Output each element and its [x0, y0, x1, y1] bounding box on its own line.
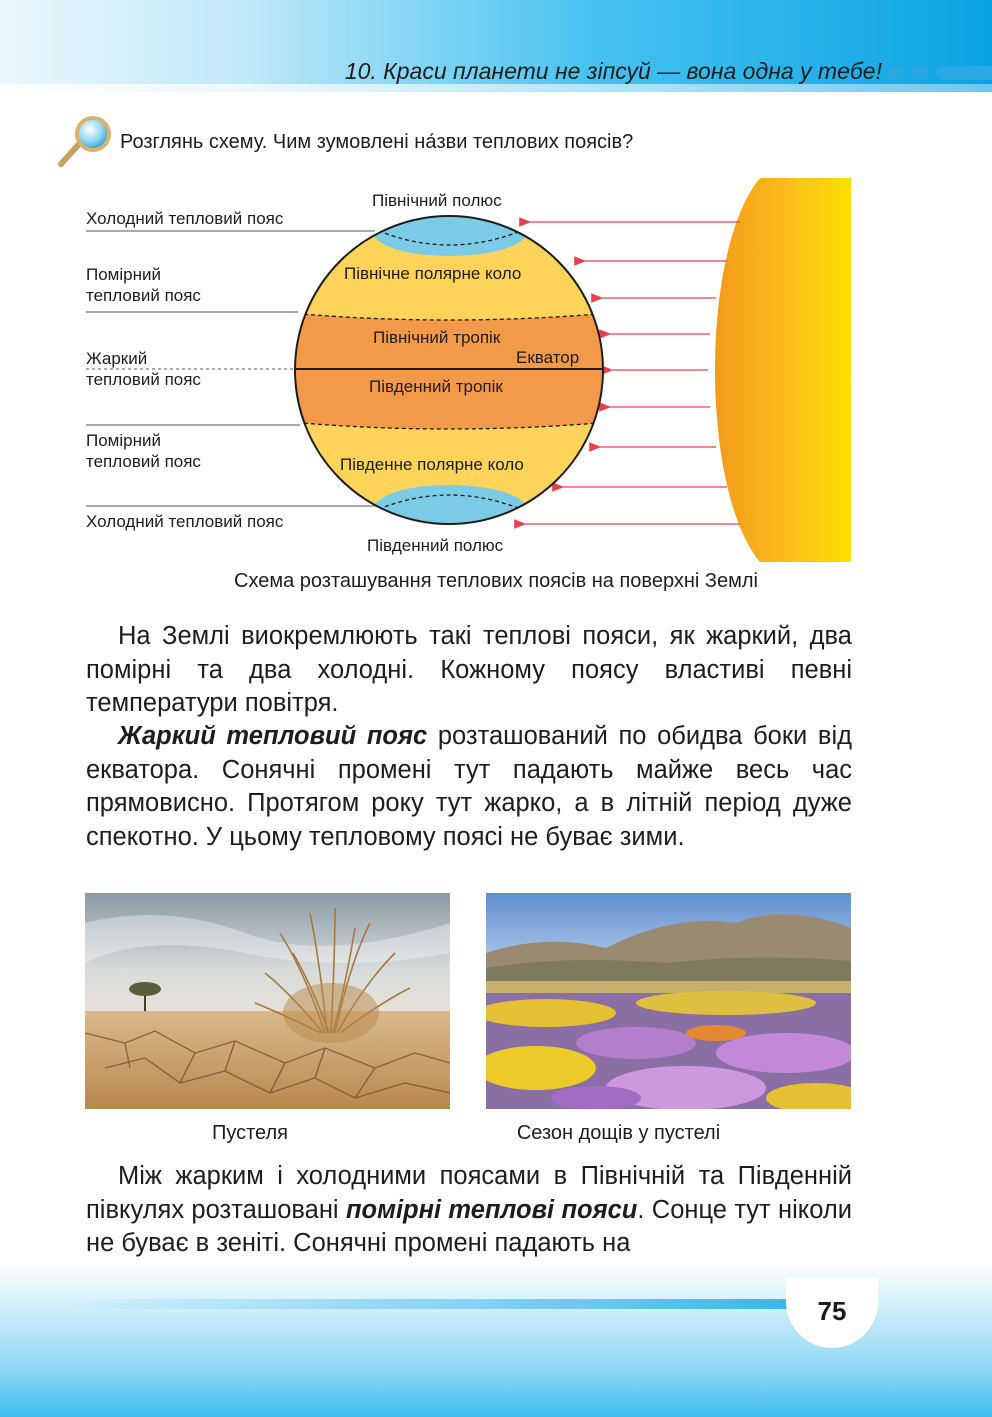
paragraph-text: . Сонце тут ніколи не буває в зеніті. Сонячні промені падають на	[86, 1195, 852, 1257]
header-dot	[936, 66, 992, 80]
paragraph-text: розташований по обидва боки від екватора. Сонячні промені тут падають майже весь час прямовисно. Протягом року тут жарко, а в літній період дуже спекотно. У цьому тепловому поясі не буває зими.	[86, 722, 852, 851]
task-text: Розглянь схему. Чим зумовлені на́зви теплових поясів?	[120, 131, 634, 153]
north-pole-label: Північний полюс	[372, 191, 502, 210]
term-hot-zone: Жаркий тепловий пояс	[118, 722, 428, 750]
sun	[715, 178, 851, 562]
zone-label-line: Холодний тепловий пояс	[86, 209, 284, 228]
zone-label-line: тепловий пояс	[86, 286, 201, 305]
paragraph-intro	[86, 620, 852, 721]
magnifier-icon	[56, 115, 114, 167]
zone-label-line: тепловий пояс	[86, 370, 201, 389]
zone-label-cold-north	[86, 208, 283, 229]
chapter-title: 10. Краси планети не зіпсуй — вона одна у тебе!	[344, 58, 882, 84]
south-pole-label: Південний полюс	[367, 536, 504, 555]
zone-label-line: Помірний	[86, 265, 161, 284]
diagram-caption: Схема розташування теплових поясів на поверхні Землі	[234, 570, 758, 592]
zone-label-line: тепловий пояс	[86, 452, 201, 471]
paragraph-text: На Землі виокремлюють такі теплові пояси, як жаркий, два помірні та два холодні. Кожному поясу властиві певні температури повітря.	[86, 622, 852, 717]
paragraph-temperate-zone	[86, 1160, 852, 1261]
page-number: 75	[817, 1296, 847, 1326]
tropic-south-label: Південний тропік	[369, 377, 503, 396]
zone-label-temperate-north	[86, 264, 201, 306]
header-dot	[888, 66, 904, 80]
equator-label: Екватор	[516, 348, 580, 367]
desert-photo-caption: Пустеля	[211, 1122, 289, 1144]
paragraph-text: Між жарким і холодними поясами в Північній та Південній півкулях розташовані	[86, 1162, 852, 1224]
paragraph-hot-zone	[86, 720, 852, 854]
desert-photo	[85, 893, 450, 1109]
zone-label-hot	[86, 348, 201, 390]
footer-line	[60, 1299, 800, 1309]
zone-label-line: Холодний тепловий пояс	[86, 512, 284, 531]
header-dot	[912, 66, 928, 80]
thermal-zones-diagram	[0, 170, 992, 570]
tropic-north-label: Північний тропік	[373, 328, 501, 347]
zone-label-temperate-south	[86, 430, 201, 472]
zone-label-line: Помірний	[86, 431, 161, 450]
desert-bloom-photo-caption: Сезон дощів у пустелі	[516, 1122, 721, 1144]
antarctic-circle-label: Південне полярне коло	[340, 455, 524, 474]
arctic-circle-label: Північне полярне коло	[344, 264, 522, 283]
zone-label-cold-south	[86, 511, 283, 532]
zone-label-line: Жаркий	[86, 349, 148, 368]
term-temperate-zones: помірні теплові пояси	[345, 1195, 638, 1224]
desert-bloom-photo	[486, 893, 851, 1109]
